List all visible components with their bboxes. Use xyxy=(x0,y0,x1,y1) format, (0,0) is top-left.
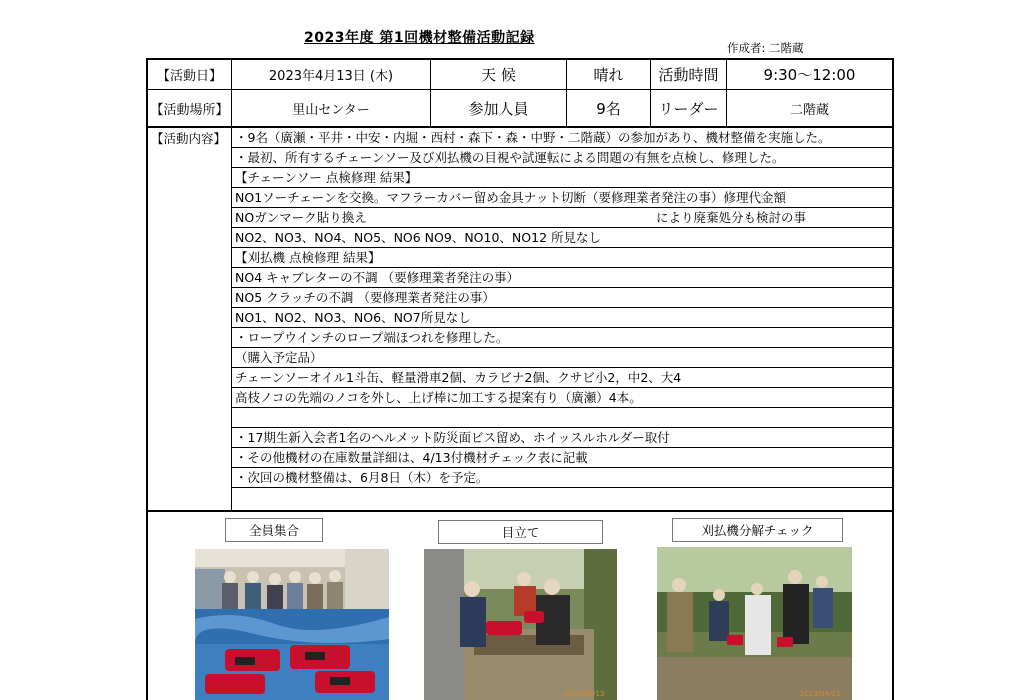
content-line-5-right: により廃棄処分も検討の事 xyxy=(656,210,807,225)
content-line-14: 高枝ノコの先端のノコを外し、上げ棒に加工する提案有り（廣瀬）4本。 xyxy=(232,388,892,408)
place-label: 【活動場所】 xyxy=(148,90,232,128)
weather-label: 天 候 xyxy=(431,60,567,90)
photo-caption-1: 全員集合 xyxy=(225,518,323,542)
place-value: 里山センター xyxy=(232,90,431,128)
content-line-7: 【刈払機 点検修理 結果】 xyxy=(232,248,892,268)
content-line-2: ・最初、所有するチェーンソー及び刈払機の目視や試運転による問題の有無を点検し、修理した。 xyxy=(232,148,892,168)
photo-3-date-stamp: 2023/04/13 xyxy=(800,690,841,698)
content-line-19 xyxy=(232,488,892,512)
content-line-9: NO5 クラッチの不調 （要修理業者発注の事） xyxy=(232,288,892,308)
content-line-17: ・その他機材の在庫数量詳細は、4/13付機材チェック表に記載 xyxy=(232,448,892,468)
record-table xyxy=(146,58,894,700)
content-line-13: チェーンソーオイル1斗缶、軽量滑車2個、カラビナ2個、クサビ小2，中2、大4 xyxy=(232,368,892,388)
content-line-11: ・ロープウインチのロープ端ほつれを修理した。 xyxy=(232,328,892,348)
weather-value: 晴れ xyxy=(567,60,651,90)
sharpening-photo xyxy=(424,549,617,700)
content-line-18: ・次回の機材整備は、6月8日（木）を予定。 xyxy=(232,468,892,488)
content-line-16: ・17期生新入会者1名のヘルメット防災面ビス留め、ホイッスルホルダー取付 xyxy=(232,428,892,448)
time-label: 活動時間 xyxy=(651,60,727,90)
photo-caption-2: 目立て xyxy=(438,520,603,544)
content-line-10: NO1、NO2、NO3、NO6、NO7所見なし xyxy=(232,308,892,328)
leader-value: 二階蔵 xyxy=(727,90,892,128)
date-label: 【活動日】 xyxy=(148,60,232,90)
leader-label: リーダー xyxy=(651,90,727,128)
date-value: 2023年4月13日 (木) xyxy=(232,60,431,90)
photo-caption-3: 刈払機分解チェック xyxy=(672,518,843,542)
content-line-4: NO1ソーチェーンを交換。マフラーカバー留め金具ナット切断（要修理業者発注の事）修理代金額 xyxy=(232,188,892,208)
content-line-6: NO2、NO3、NO4、NO5、NO6 NO9、NO10、NO12 所見なし xyxy=(232,228,892,248)
document-title: 2023年度 第1回機材整備活動記録 xyxy=(304,30,535,46)
group-photo xyxy=(195,549,389,700)
photo-2-date-stamp: 2023/04/13 xyxy=(564,690,605,698)
content-label: 【活動内容】 xyxy=(148,128,232,512)
brushcutter-photo xyxy=(657,547,852,700)
content-line-5 xyxy=(232,208,892,228)
content-line-3: 【チェーンソー 点検修理 結果】 xyxy=(232,168,892,188)
content-line-1: ・9名（廣瀬・平井・中安・内堀・西村・森下・森・中野・二階蔵）の参加があり、機材整備を実施した。 xyxy=(232,128,892,148)
author: 作成者: 二階蔵 xyxy=(727,41,804,55)
content-line-15 xyxy=(232,408,892,428)
participants-label: 参加人員 xyxy=(431,90,567,128)
content-line-8: NO4 キャブレターの不調 （要修理業者発注の事） xyxy=(232,268,892,288)
content-line-12: （購入予定品） xyxy=(232,348,892,368)
content-line-5-left: NOガンマーク貼り換え xyxy=(235,210,367,225)
participants-value: 9名 xyxy=(567,90,651,128)
time-value: 9:30～12:00 xyxy=(727,60,892,90)
